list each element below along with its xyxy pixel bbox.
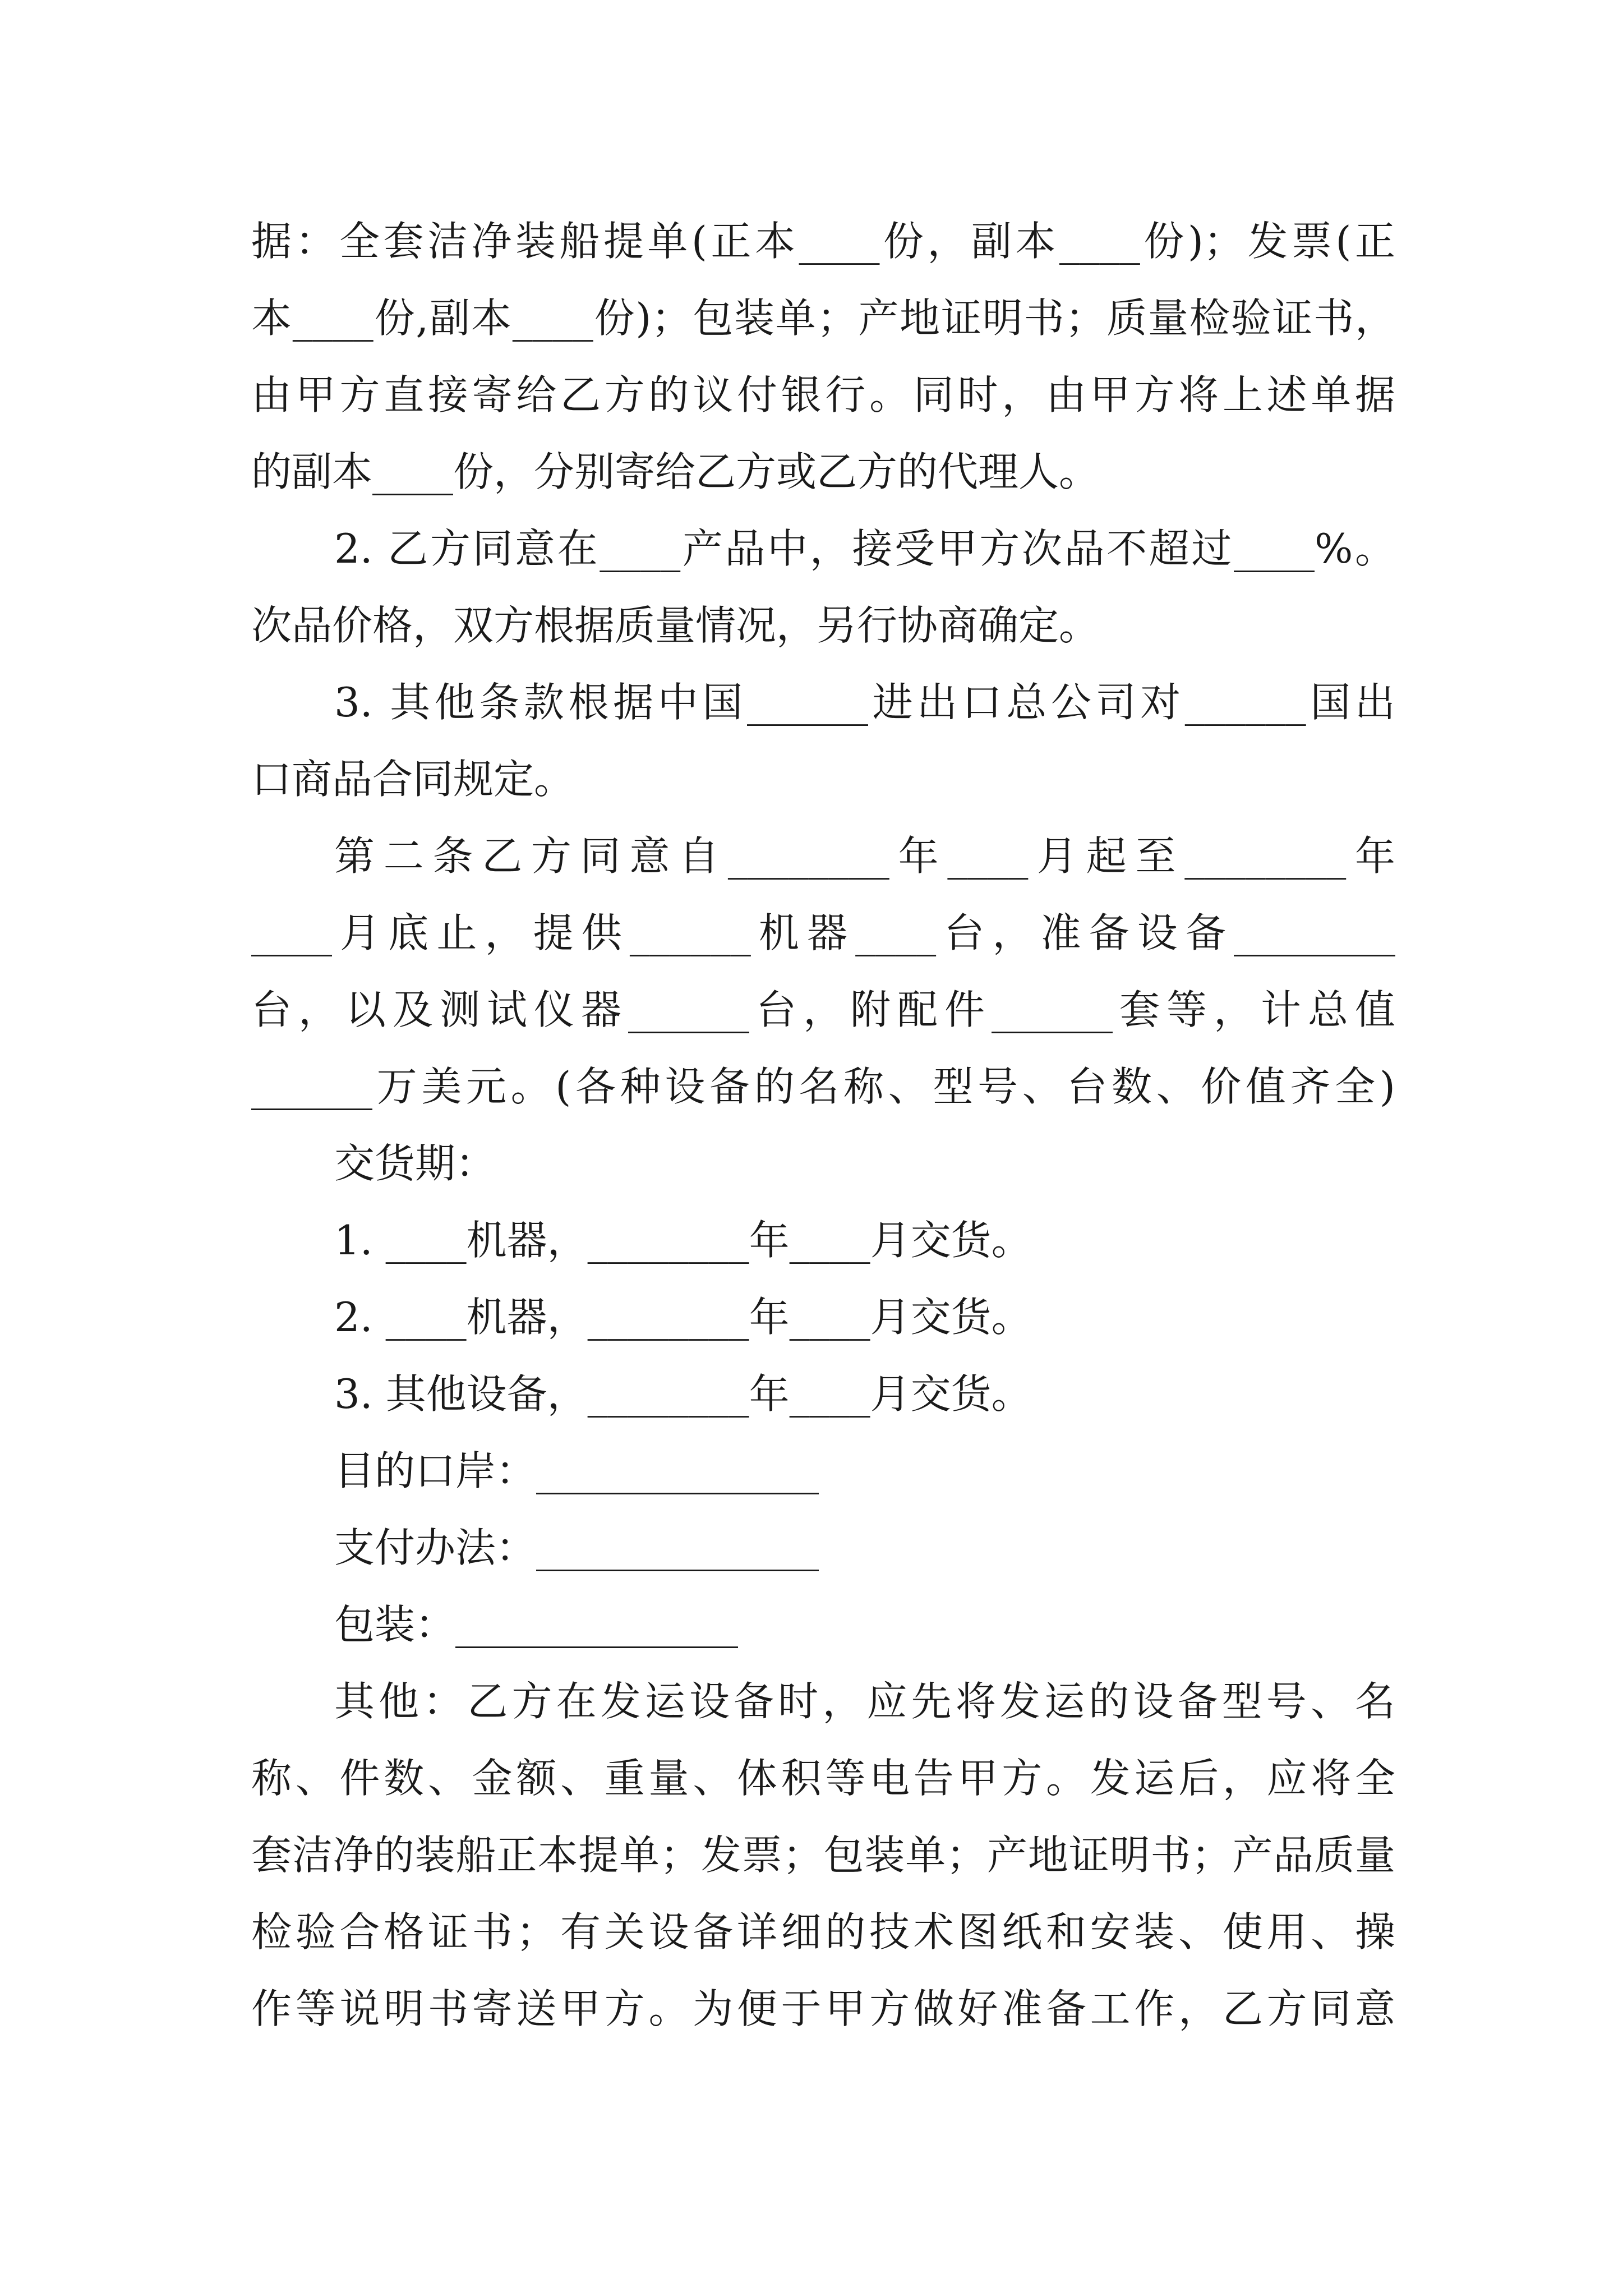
text-line: 3. 其他条款根据中国______进出口总公司对______国出 [334, 679, 1395, 726]
text-line: 第二条乙方同意自________年____月起至________年 [334, 832, 1395, 880]
text-line: 支付办法：______________ [334, 1524, 819, 1571]
text-line: 包装：______________ [334, 1601, 739, 1648]
text-line: 2. 乙方同意在____产品中，接受甲方次品不超过____%。 [334, 525, 1395, 572]
document-body [251, 203, 1395, 2047]
text-line: 套洁净的装船正本提单；发票；包装单；产地证明书；产品质量 [251, 1832, 1395, 1879]
text-line: 由甲方直接寄给乙方的议付银行。同时，由甲方将上述单据 [251, 371, 1395, 418]
text-line: 检验合格证书；有关设备详细的技术图纸和安装、使用、操 [251, 1908, 1395, 1955]
text-line: 目的口岸：______________ [334, 1447, 819, 1494]
text-line: ______万美元。(各种设备的名称、型号、台数、价值齐全) [251, 1063, 1395, 1110]
text-line: 交货期： [334, 1140, 496, 1187]
text-line: 其他：乙方在发运设备时，应先将发运的设备型号、名 [334, 1678, 1395, 1725]
text-line: 的副本____份，分别寄给乙方或乙方的代理人。 [251, 448, 1100, 495]
text-line: 次品价格，双方根据质量情况，另行协商确定。 [251, 602, 1100, 649]
text-line: 台，以及测试仪器______台，附配件______套等，计总值 [251, 986, 1395, 1033]
text-line: 本____份,副本____份)；包装单；产地证明书；质量检验证书， [251, 295, 1395, 342]
text-line: 作等说明书寄送甲方。为便于甲方做好准备工作，乙方同意 [251, 1985, 1395, 2032]
text-line: 口商品合同规定。 [251, 756, 575, 803]
text-line: 据：全套洁净装船提单(正本____份，副本____份)；发票(正 [251, 218, 1395, 265]
text-line: ____月底止，提供______机器____台，准备设备________ [251, 909, 1395, 956]
text-line: 2. ____机器，________年____月交货。 [334, 1294, 1032, 1341]
text-line: 1. ____机器，________年____月交货。 [334, 1217, 1032, 1264]
text-line: 3. 其他设备，________年____月交货。 [334, 1370, 1032, 1418]
text-line: 称、件数、金额、重量、体积等电告甲方。发运后，应将全 [251, 1755, 1395, 1802]
